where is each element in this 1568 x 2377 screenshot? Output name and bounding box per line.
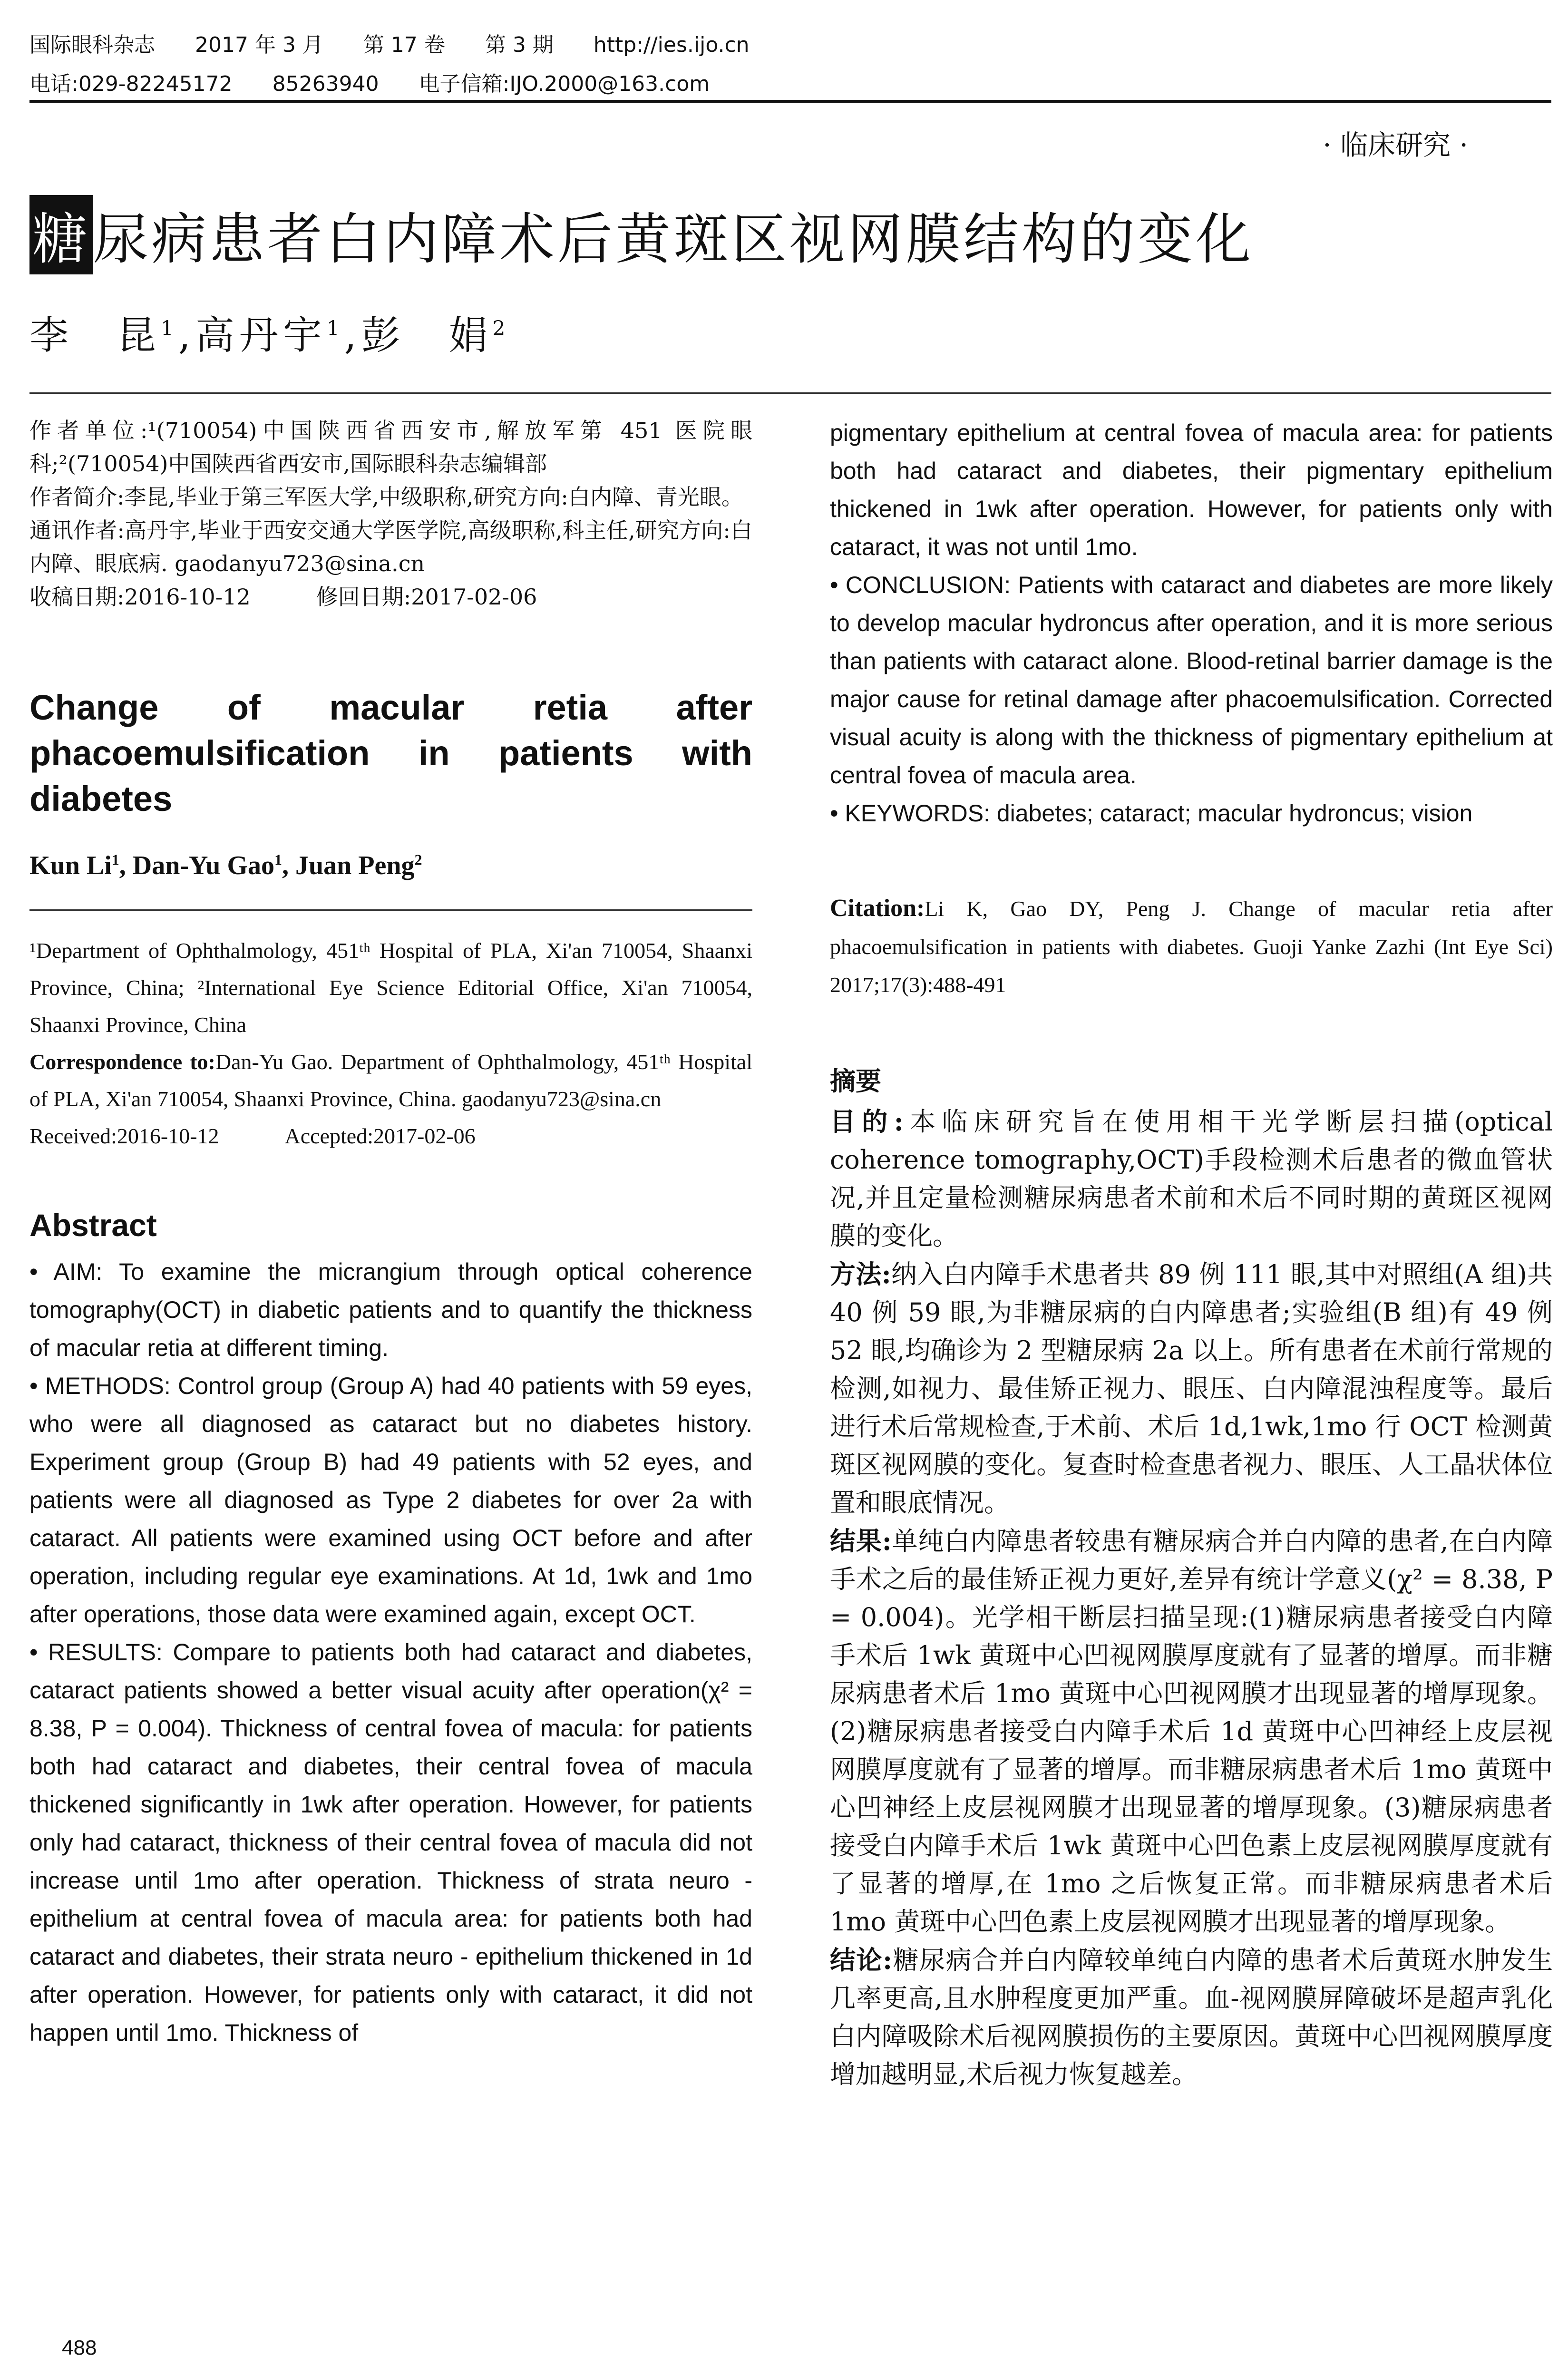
phone: 电话:029-82245172 [29, 72, 233, 96]
affiliation-en: ¹Department of Ophthalmology, 451ᵗʰ Hospital of PLA, Xi'an 710054, Shaanxi Province, China; ²International Eye Science Editorial Office, Xi'an 710054, Shaanxi Province, China [29, 938, 752, 1037]
paper-title-en: Change of macular retia after phacoemulsification in patients with diabetes [29, 688, 752, 818]
phone-2: 85263940 [272, 72, 379, 96]
methods-label: 方法: [830, 1259, 891, 1289]
abstract-cn-methods [830, 1255, 1553, 1522]
abstract-heading: Abstract [29, 1208, 157, 1243]
methods-text: 纳入白内障手术患者共 89 例 111 眼,其中对照组(A 组)共 40 例 59 眼,为非糖尿病的白内障患者;实验组(B 组)有 49 例 52 眼,均确诊为 2 型糖尿病 2a 以上。所有患者在术前行常规的检测,如视力、最佳矫正视力、眼压、白内障混浊程度等。最后进行术后常规检查,于术前、术后 1d,1wk,1mo 行 OCT 检测黄斑区视网膜的变化。复查时检查患者视力、眼压、人工晶状体位置和眼底情况。 [830, 1259, 1553, 1518]
abstract-keywords: • KEYWORDS: diabetes; cataract; macular hydroncus; vision [830, 800, 1473, 827]
abstract-methods: • METHODS: Control group (Group A) had 40 patients with 59 eyes, who were all diagnosed as cataract but no diabetes history. Experiment group (Group B) had 49 patients with 52 eyes, and patients were all diagnosed as Type 2 diabetes for over 2a with cataract. All patients were examined using OCT before and after operation, including regular eye examinations. At 1d, 1wk and 1mo after operations, those data were examined again, except OCT. [29, 1373, 752, 1627]
running-header-line2 [29, 67, 743, 97]
affiliation-rule [29, 909, 752, 911]
author-en: Dan-Yu Gao [132, 851, 275, 880]
received-dates-en: Received:2016-10-12 Accepted:2017-02-06 [29, 1124, 476, 1148]
author-en: Kun Li [29, 851, 112, 880]
author-cn: 彭 娟 [361, 313, 493, 358]
author-sup: 1 [326, 316, 344, 340]
author-cn: 李 昆 [29, 313, 161, 358]
left-column [29, 414, 752, 2052]
title-first-char: 糖 [29, 195, 93, 274]
right-column [830, 414, 1553, 2094]
corresponding-author-cn: 通讯作者:高丹宇,毕业于西安交通大学医学院,高级职称,科主任,研究方向:白内障、眼底病. gaodanyu723@sina.cn [29, 517, 752, 576]
title-rule [29, 392, 1551, 394]
citation-label: Citation: [830, 895, 925, 922]
author-profile: 作者简介:李昆,毕业于第三军医大学,中级职称,研究方向:白内障、青光眼。 [29, 484, 743, 510]
abstract-results: • RESULTS: Compare to patients both had cataract and diabetes, cataract patients showed a better visual acuity after operation(χ² = 8.38, P = 0.004). Thickness of central fovea of macula: for patients both had cataract and diabetes, their central fovea of macula thickened significantly in 1wk after operation. However, for patients only had cataract, thickness of their central fovea of macula did not increase until 1mo after operation. Thickness of strata neuro - epithelium at central fovea of macula area: for patients both had cataract and diabetes, their strata neuro - epithelium thickened in 1d after operation. However, for patients only with cataract, it did not happen until 1mo. Thickness of [29, 1639, 752, 2046]
author-sup: 2 [492, 316, 510, 340]
correspondence-en [29, 1043, 752, 1118]
author-sup: 1 [111, 851, 119, 868]
results-label: 结果: [830, 1526, 892, 1556]
correspondence-label: Correspondence to: [29, 1050, 215, 1074]
issue: 第 3 期 [485, 33, 554, 57]
correspondence-text: Dan-Yu Gao. Department of Ophthalmology, 451ᵗʰ Hospital of PLA, Xi'an 710054, Shaanxi Province, China. gaodanyu723@sina.cn [29, 1050, 752, 1111]
email: 电子信箱:IJO.2000@163.com [419, 72, 710, 96]
conclusion-text: 糖尿病合并白内障较单纯白内障的患者术后黄斑水肿发生几率更高,且水肿程度更加严重。血-视网膜屏障破坏是超声乳化白内障吸除术后视网膜损伤的主要原因。黄斑中心凹视网膜厚度增加越明显,术后视力恢复越差。 [830, 1945, 1553, 2089]
page-number: 488 [62, 2336, 97, 2359]
conclusion-label: 结论: [830, 1945, 893, 1975]
abstract-cn-conclusion [830, 1941, 1553, 2094]
author-unit: 作者单位:¹(710054)中国陕西省西安市,解放军第 451 医院眼科;²(710054)中国陕西省西安市,国际眼科杂志编辑部 [29, 418, 752, 477]
abstract-conclusion: • CONCLUSION: Patients with cataract and diabetes are more likely to develop macular hydroncus after operation, and it is more serious than patients with cataract alone. Blood-retinal barrier damage is the major cause for retinal damage after phacoemulsification. Corrected visual acuity is along with the thickness of pigmentary epithelium at central fovea of macula area. [830, 572, 1553, 789]
authors-cn: 李 昆$^1$,高丹宇$^1$,彭 娟$^2$ [29, 313, 510, 358]
author-sup: 1 [274, 851, 282, 868]
author-sup: 2 [414, 851, 422, 868]
title-rest: 尿病患者白内障术后黄斑区视网膜结构的变化 [93, 207, 1254, 272]
abstract-cn-heading: 摘要 [830, 1066, 881, 1096]
author-en: Juan Peng [295, 851, 415, 880]
citation [830, 889, 1553, 1004]
issue-date: 2017 年 3 月 [195, 33, 323, 57]
paper-title-cn [29, 195, 1254, 274]
journal-name: 国际眼科杂志 [29, 33, 155, 57]
authors-en: Kun Li$^1$, Dan-Yu Gao$^1$, Juan Peng$^2$ [29, 851, 422, 880]
abstract-cn-results [830, 1522, 1553, 1941]
abstract-results-cont: pigmentary epithelium at central fovea of macula area: for patients both had cataract and diabetes, their pigmentary epithelium thickened in 1wk after operation. However, for patients only with cataract, it was not until 1mo. [830, 419, 1553, 560]
journal-url: http://ies.ijo.cn [593, 33, 750, 57]
running-header-line1 [29, 28, 783, 58]
author-cn: 高丹宇 [195, 313, 327, 358]
results-text: 单纯白内障患者较患有糖尿病合并白内障的患者,在白内障手术之后的最佳矫正视力更好,差异有统计学意义(χ² = 8.38, P = 0.004)。光学相干断层扫描呈现:(1)糖尿病患者接受白内障手术后 1wk 黄斑中心凹视网膜厚度就有了显著的增厚。而非糖尿病患者术后 1mo 黄斑中心凹视网膜才出现显著的增厚现象。(2)糖尿病患者接受白内障手术后 1d 黄斑中心凹神经上皮层视网膜厚度就有了显著的增厚。而非糖尿病患者术后 1mo 黄斑中心凹神经上皮层视网膜才出现显著的增厚现象。(3)糖尿病患者接受白内障手术后 1wk 黄斑中心凹色素上皮层视网膜厚度就有了显著的增厚,在 1mo 之后恢复正常。而非糖尿病患者术后 1mo 黄斑中心凹色素上皮层视网膜才出现显著的增厚现象。 [830, 1526, 1553, 1937]
aim-label: 目的: [830, 1106, 904, 1137]
section-tag: · 临床研究 · [1323, 129, 1468, 161]
received-dates-cn: 收稿日期:2016-10-12 修回日期:2017-02-06 [29, 584, 537, 610]
volume: 第 17 卷 [363, 33, 445, 57]
abstract-cn-aim [830, 1102, 1553, 1255]
aim-text: 本临床研究旨在使用相干光学断层扫描(optical coherence tomography,OCT)手段检测术后患者的微血管状况,并且定量检测糖尿病患者术前和术后不同时期的黄斑区视网膜的变化。 [830, 1107, 1553, 1251]
citation-text: Li K, Gao DY, Peng J. Change of macular retia after phacoemulsification in patients with diabetes. Guoji Yanke Zazhi (Int Eye Sci) 2017;17(3):488-491 [830, 896, 1553, 997]
abstract-aim: • AIM: To examine the micrangium through optical coherence tomography(OCT) in diabetic patients and to quantify the thickness of macular retia at different timing. [29, 1258, 752, 1361]
header-rule [29, 100, 1551, 103]
author-sup: 1 [161, 316, 178, 340]
